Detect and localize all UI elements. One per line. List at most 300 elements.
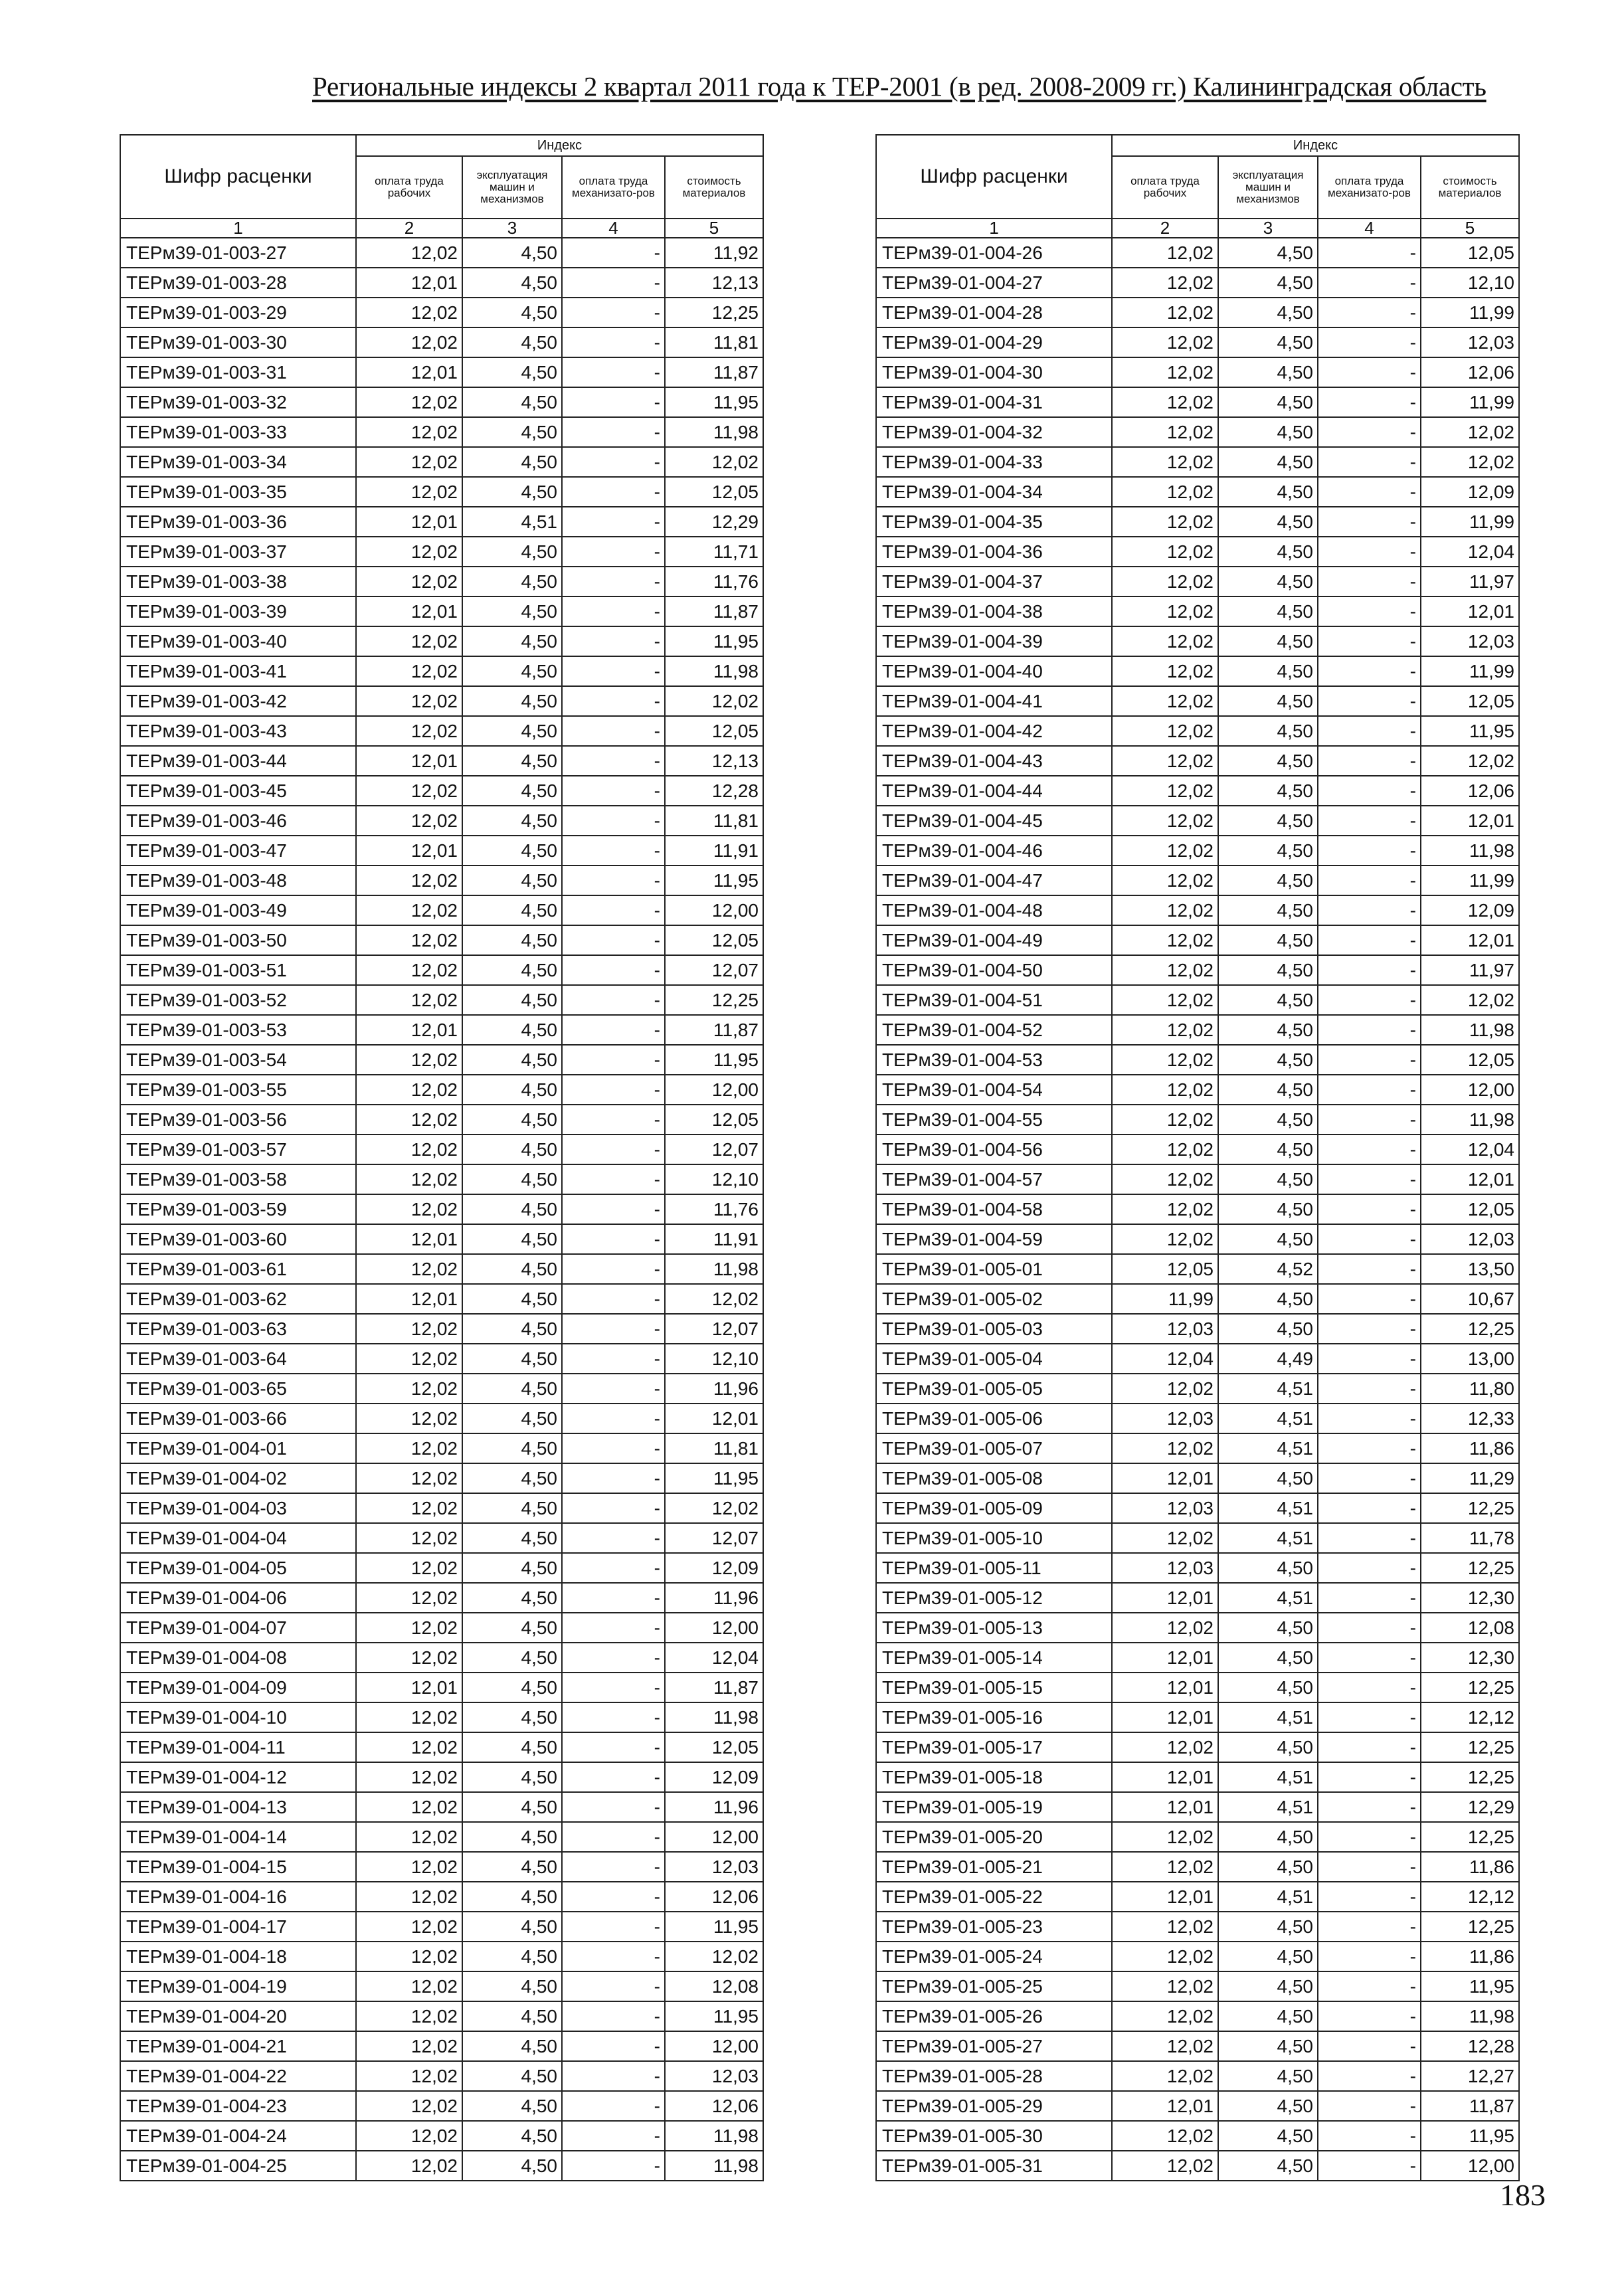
labor-index-cell: 12,02 bbox=[356, 1822, 462, 1852]
header-materials-cost: стоимость материалов bbox=[1421, 156, 1519, 219]
labor-index-cell: 12,02 bbox=[356, 417, 462, 447]
materials-index-cell: 12,06 bbox=[1421, 776, 1519, 806]
rate-code-cell: ТЕРм39-01-005-08 bbox=[876, 1463, 1112, 1493]
materials-index-cell: 12,05 bbox=[1421, 1045, 1519, 1075]
table-row bbox=[120, 357, 763, 387]
machine-index-cell: 4,50 bbox=[1218, 1224, 1318, 1254]
machine-index-cell: 4,50 bbox=[462, 1942, 562, 1971]
table-row bbox=[876, 447, 1519, 477]
rate-code-cell: ТЕРм39-01-004-19 bbox=[120, 1971, 356, 2001]
materials-index-cell: 11,98 bbox=[665, 2151, 763, 2181]
operator-index-cell: - bbox=[562, 985, 665, 1015]
operator-index-cell: - bbox=[1318, 1971, 1421, 2001]
header-col-number: 3 bbox=[462, 219, 562, 238]
operator-index-cell: - bbox=[562, 836, 665, 865]
machine-index-cell: 4,50 bbox=[1218, 925, 1318, 955]
labor-index-cell: 12,02 bbox=[356, 865, 462, 895]
materials-index-cell: 12,07 bbox=[665, 1135, 763, 1164]
table-row bbox=[876, 596, 1519, 626]
rate-code-cell: ТЕРм39-01-004-17 bbox=[120, 1912, 356, 1942]
materials-index-cell: 12,09 bbox=[1421, 477, 1519, 507]
header-labor-operators: оплата труда механизато-ров bbox=[562, 156, 665, 219]
rate-code-cell: ТЕРм39-01-003-33 bbox=[120, 417, 356, 447]
machine-index-cell: 4,50 bbox=[1218, 716, 1318, 746]
table-row bbox=[120, 1045, 763, 1075]
labor-index-cell: 12,03 bbox=[1112, 1314, 1218, 1344]
machine-index-cell: 4,50 bbox=[1218, 1194, 1318, 1224]
labor-index-cell: 12,02 bbox=[1112, 417, 1218, 447]
rate-code-cell: ТЕРм39-01-005-23 bbox=[876, 1912, 1112, 1942]
rate-code-cell: ТЕРм39-01-004-25 bbox=[120, 2151, 356, 2181]
machine-index-cell: 4,51 bbox=[1218, 1792, 1318, 1822]
materials-index-cell: 11,99 bbox=[1421, 656, 1519, 686]
table-row bbox=[120, 1075, 763, 1105]
rate-code-cell: ТЕРм39-01-004-33 bbox=[876, 447, 1112, 477]
table-row bbox=[876, 1942, 1519, 1971]
machine-index-cell: 4,50 bbox=[462, 567, 562, 596]
operator-index-cell: - bbox=[562, 2031, 665, 2061]
materials-index-cell: 12,10 bbox=[665, 1344, 763, 1374]
operator-index-cell: - bbox=[562, 1732, 665, 1762]
materials-index-cell: 12,10 bbox=[1421, 268, 1519, 298]
rate-code-cell: ТЕРм39-01-004-57 bbox=[876, 1164, 1112, 1194]
operator-index-cell: - bbox=[562, 2121, 665, 2151]
labor-index-cell: 12,02 bbox=[1112, 477, 1218, 507]
labor-index-cell: 12,02 bbox=[1112, 357, 1218, 387]
table-body bbox=[120, 238, 763, 2181]
materials-index-cell: 12,25 bbox=[665, 985, 763, 1015]
table-row bbox=[120, 895, 763, 925]
machine-index-cell: 4,50 bbox=[462, 626, 562, 656]
table-row bbox=[120, 776, 763, 806]
operator-index-cell: - bbox=[562, 686, 665, 716]
operator-index-cell: - bbox=[562, 477, 665, 507]
labor-index-cell: 12,02 bbox=[1112, 298, 1218, 327]
rate-code-cell: ТЕРм39-01-003-35 bbox=[120, 477, 356, 507]
rate-code-cell: ТЕРм39-01-004-21 bbox=[120, 2031, 356, 2061]
table-row bbox=[120, 2031, 763, 2061]
table-row bbox=[120, 1404, 763, 1433]
operator-index-cell: - bbox=[1318, 1822, 1421, 1852]
materials-index-cell: 12,02 bbox=[1421, 746, 1519, 776]
operator-index-cell: - bbox=[1318, 626, 1421, 656]
labor-index-cell: 12,02 bbox=[1112, 596, 1218, 626]
labor-index-cell: 12,01 bbox=[356, 507, 462, 537]
table-row bbox=[120, 537, 763, 567]
machine-index-cell: 4,50 bbox=[462, 746, 562, 776]
operator-index-cell: - bbox=[562, 895, 665, 925]
labor-index-cell: 12,02 bbox=[356, 1792, 462, 1822]
operator-index-cell: - bbox=[562, 1135, 665, 1164]
machine-index-cell: 4,50 bbox=[462, 1224, 562, 1254]
materials-index-cell: 11,97 bbox=[1421, 567, 1519, 596]
labor-index-cell: 12,02 bbox=[356, 1553, 462, 1583]
labor-index-cell: 12,02 bbox=[356, 1912, 462, 1942]
rate-code-cell: ТЕРм39-01-004-40 bbox=[876, 656, 1112, 686]
machine-index-cell: 4,50 bbox=[1218, 1284, 1318, 1314]
machine-index-cell: 4,50 bbox=[462, 1194, 562, 1224]
labor-index-cell: 12,01 bbox=[356, 1015, 462, 1045]
operator-index-cell: - bbox=[562, 865, 665, 895]
machine-index-cell: 4,50 bbox=[1218, 1105, 1318, 1135]
rate-code-cell: ТЕРм39-01-004-59 bbox=[876, 1224, 1112, 1254]
labor-index-cell: 12,02 bbox=[356, 955, 462, 985]
materials-index-cell: 11,80 bbox=[1421, 1374, 1519, 1404]
rate-code-cell: ТЕРм39-01-003-38 bbox=[120, 567, 356, 596]
rate-code-cell: ТЕРм39-01-004-52 bbox=[876, 1015, 1112, 1045]
operator-index-cell: - bbox=[562, 1971, 665, 2001]
materials-index-cell: 12,04 bbox=[1421, 537, 1519, 567]
labor-index-cell: 12,02 bbox=[356, 1404, 462, 1433]
table-row bbox=[120, 1254, 763, 1284]
table-row bbox=[120, 1702, 763, 1732]
table-row bbox=[120, 567, 763, 596]
header-index: Индекс bbox=[356, 135, 763, 156]
machine-index-cell: 4,50 bbox=[1218, 1912, 1318, 1942]
rate-code-cell: ТЕРм39-01-004-22 bbox=[120, 2061, 356, 2091]
rate-code-cell: ТЕРм39-01-005-28 bbox=[876, 2061, 1112, 2091]
table-row bbox=[876, 955, 1519, 985]
labor-index-cell: 12,02 bbox=[1112, 626, 1218, 656]
machine-index-cell: 4,50 bbox=[1218, 2091, 1318, 2121]
table-row bbox=[876, 387, 1519, 417]
materials-index-cell: 12,30 bbox=[1421, 1643, 1519, 1673]
machine-index-cell: 4,51 bbox=[1218, 1433, 1318, 1463]
rate-code-cell: ТЕРм39-01-004-56 bbox=[876, 1135, 1112, 1164]
table-row bbox=[876, 507, 1519, 537]
rate-code-cell: ТЕРм39-01-003-45 bbox=[120, 776, 356, 806]
labor-index-cell: 12,02 bbox=[1112, 2061, 1218, 2091]
materials-index-cell: 12,00 bbox=[665, 1822, 763, 1852]
materials-index-cell: 12,25 bbox=[1421, 1553, 1519, 1583]
operator-index-cell: - bbox=[562, 357, 665, 387]
labor-index-cell: 12,02 bbox=[1112, 1613, 1218, 1643]
table-row bbox=[120, 1164, 763, 1194]
machine-index-cell: 4,51 bbox=[1218, 1702, 1318, 1732]
rate-code-cell: ТЕРм39-01-003-55 bbox=[120, 1075, 356, 1105]
machine-index-cell: 4,50 bbox=[1218, 1673, 1318, 1702]
materials-index-cell: 12,00 bbox=[665, 895, 763, 925]
materials-index-cell: 12,08 bbox=[665, 1971, 763, 2001]
rate-code-cell: ТЕРм39-01-004-30 bbox=[876, 357, 1112, 387]
operator-index-cell: - bbox=[1318, 1045, 1421, 1075]
labor-index-cell: 12,02 bbox=[356, 626, 462, 656]
machine-index-cell: 4,50 bbox=[462, 686, 562, 716]
operator-index-cell: - bbox=[562, 1493, 665, 1523]
table-row bbox=[120, 1971, 763, 2001]
index-table-right bbox=[875, 134, 1520, 2181]
machine-index-cell: 4,50 bbox=[1218, 626, 1318, 656]
operator-index-cell: - bbox=[562, 2001, 665, 2031]
operator-index-cell: - bbox=[1318, 537, 1421, 567]
rate-code-cell: ТЕРм39-01-004-38 bbox=[876, 596, 1112, 626]
labor-index-cell: 12,02 bbox=[356, 1583, 462, 1613]
machine-index-cell: 4,50 bbox=[462, 925, 562, 955]
materials-index-cell: 11,91 bbox=[665, 836, 763, 865]
materials-index-cell: 12,00 bbox=[665, 1613, 763, 1643]
rate-code-cell: ТЕРм39-01-005-31 bbox=[876, 2151, 1112, 2181]
table-row bbox=[876, 2001, 1519, 2031]
operator-index-cell: - bbox=[562, 1912, 665, 1942]
operator-index-cell: - bbox=[562, 1702, 665, 1732]
machine-index-cell: 4,50 bbox=[462, 2151, 562, 2181]
rate-code-cell: ТЕРм39-01-004-29 bbox=[876, 327, 1112, 357]
table-row bbox=[120, 1613, 763, 1643]
labor-index-cell: 12,02 bbox=[356, 2031, 462, 2061]
table-row bbox=[876, 1284, 1519, 1314]
materials-index-cell: 12,29 bbox=[665, 507, 763, 537]
operator-index-cell: - bbox=[562, 238, 665, 268]
rate-code-cell: ТЕРм39-01-005-25 bbox=[876, 1971, 1112, 2001]
table-row bbox=[876, 567, 1519, 596]
table-row bbox=[120, 1135, 763, 1164]
machine-index-cell: 4,50 bbox=[1218, 836, 1318, 865]
rate-code-cell: ТЕРм39-01-004-50 bbox=[876, 955, 1112, 985]
materials-index-cell: 12,01 bbox=[1421, 596, 1519, 626]
rate-code-cell: ТЕРм39-01-003-49 bbox=[120, 895, 356, 925]
table-row bbox=[120, 1105, 763, 1135]
operator-index-cell: - bbox=[1318, 1433, 1421, 1463]
table-row bbox=[876, 1314, 1519, 1344]
labor-index-cell: 12,02 bbox=[356, 298, 462, 327]
rate-code-cell: ТЕРм39-01-003-48 bbox=[120, 865, 356, 895]
operator-index-cell: - bbox=[562, 387, 665, 417]
machine-index-cell: 4,50 bbox=[462, 1045, 562, 1075]
labor-index-cell: 12,01 bbox=[356, 268, 462, 298]
table-row bbox=[876, 2121, 1519, 2151]
materials-index-cell: 11,95 bbox=[665, 1045, 763, 1075]
operator-index-cell: - bbox=[562, 268, 665, 298]
labor-index-cell: 12,02 bbox=[1112, 1822, 1218, 1852]
machine-index-cell: 4,50 bbox=[462, 1971, 562, 2001]
labor-index-cell: 12,02 bbox=[1112, 1433, 1218, 1463]
rate-code-cell: ТЕРм39-01-003-28 bbox=[120, 268, 356, 298]
rate-code-cell: ТЕРм39-01-003-50 bbox=[120, 925, 356, 955]
table-row bbox=[120, 327, 763, 357]
rate-code-cell: ТЕРм39-01-004-04 bbox=[120, 1523, 356, 1553]
table-row bbox=[120, 387, 763, 417]
materials-index-cell: 12,08 bbox=[1421, 1613, 1519, 1643]
table-row bbox=[876, 1553, 1519, 1583]
rate-code-cell: ТЕРм39-01-005-11 bbox=[876, 1553, 1112, 1583]
machine-index-cell: 4,50 bbox=[1218, 567, 1318, 596]
table-row bbox=[120, 298, 763, 327]
labor-index-cell: 12,01 bbox=[356, 1224, 462, 1254]
machine-index-cell: 4,51 bbox=[1218, 1882, 1318, 1912]
materials-index-cell: 12,07 bbox=[665, 1314, 763, 1344]
table-row bbox=[876, 357, 1519, 387]
operator-index-cell: - bbox=[1318, 895, 1421, 925]
rate-code-cell: ТЕРм39-01-004-45 bbox=[876, 806, 1112, 836]
materials-index-cell: 13,50 bbox=[1421, 1254, 1519, 1284]
rate-code-cell: ТЕРм39-01-003-40 bbox=[120, 626, 356, 656]
table-row bbox=[876, 537, 1519, 567]
labor-index-cell: 12,02 bbox=[356, 1105, 462, 1135]
rate-code-cell: ТЕРм39-01-004-12 bbox=[120, 1762, 356, 1792]
machine-index-cell: 4,50 bbox=[462, 1852, 562, 1882]
machine-index-cell: 4,50 bbox=[1218, 1314, 1318, 1344]
operator-index-cell: - bbox=[562, 298, 665, 327]
operator-index-cell: - bbox=[562, 1523, 665, 1553]
rate-code-cell: ТЕРм39-01-004-02 bbox=[120, 1463, 356, 1493]
table-row bbox=[120, 656, 763, 686]
table-row bbox=[120, 596, 763, 626]
rate-code-cell: ТЕРм39-01-004-09 bbox=[120, 1673, 356, 1702]
machine-index-cell: 4,50 bbox=[462, 1314, 562, 1344]
machine-index-cell: 4,50 bbox=[462, 656, 562, 686]
labor-index-cell: 12,02 bbox=[356, 1643, 462, 1673]
machine-index-cell: 4,50 bbox=[462, 776, 562, 806]
operator-index-cell: - bbox=[562, 567, 665, 596]
operator-index-cell: - bbox=[1318, 1762, 1421, 1792]
header-labor-workers: оплата труда рабочих bbox=[356, 156, 462, 219]
operator-index-cell: - bbox=[562, 596, 665, 626]
labor-index-cell: 12,02 bbox=[356, 567, 462, 596]
labor-index-cell: 12,02 bbox=[1112, 567, 1218, 596]
machine-index-cell: 4,51 bbox=[1218, 1404, 1318, 1433]
table-row bbox=[876, 985, 1519, 1015]
materials-index-cell: 12,05 bbox=[665, 925, 763, 955]
machine-index-cell: 4,50 bbox=[1218, 1822, 1318, 1852]
labor-index-cell: 12,02 bbox=[1112, 1852, 1218, 1882]
machine-index-cell: 4,50 bbox=[462, 1762, 562, 1792]
materials-index-cell: 13,00 bbox=[1421, 1344, 1519, 1374]
operator-index-cell: - bbox=[562, 507, 665, 537]
machine-index-cell: 4,50 bbox=[462, 1075, 562, 1105]
rate-code-cell: ТЕРм39-01-004-07 bbox=[120, 1613, 356, 1643]
table-row bbox=[876, 1463, 1519, 1493]
rate-code-cell: ТЕРм39-01-004-10 bbox=[120, 1702, 356, 1732]
labor-index-cell: 12,02 bbox=[1112, 1971, 1218, 2001]
materials-index-cell: 12,07 bbox=[665, 1523, 763, 1553]
table-row bbox=[120, 238, 763, 268]
rate-code-cell: ТЕРм39-01-005-16 bbox=[876, 1702, 1112, 1732]
machine-index-cell: 4,50 bbox=[1218, 746, 1318, 776]
header-materials-cost: стоимость материалов bbox=[665, 156, 763, 219]
labor-index-cell: 12,03 bbox=[1112, 1404, 1218, 1433]
labor-index-cell: 12,02 bbox=[356, 327, 462, 357]
rate-code-cell: ТЕРм39-01-004-14 bbox=[120, 1822, 356, 1852]
operator-index-cell: - bbox=[1318, 1583, 1421, 1613]
operator-index-cell: - bbox=[1318, 1882, 1421, 1912]
table-row bbox=[876, 1075, 1519, 1105]
operator-index-cell: - bbox=[1318, 357, 1421, 387]
table-row bbox=[120, 2121, 763, 2151]
header-col-number: 5 bbox=[665, 219, 763, 238]
rate-code-cell: ТЕРм39-01-005-07 bbox=[876, 1433, 1112, 1463]
materials-index-cell: 12,01 bbox=[1421, 925, 1519, 955]
table-row bbox=[876, 1523, 1519, 1553]
operator-index-cell: - bbox=[562, 1105, 665, 1135]
table-row bbox=[120, 2091, 763, 2121]
labor-index-cell: 12,02 bbox=[1112, 447, 1218, 477]
operator-index-cell: - bbox=[1318, 417, 1421, 447]
table-row bbox=[120, 1852, 763, 1882]
header-code: Шифр расценки bbox=[120, 135, 356, 219]
materials-index-cell: 11,99 bbox=[1421, 387, 1519, 417]
rate-code-cell: ТЕРм39-01-003-62 bbox=[120, 1284, 356, 1314]
labor-index-cell: 12,03 bbox=[1112, 1553, 1218, 1583]
labor-index-cell: 12,01 bbox=[1112, 1673, 1218, 1702]
machine-index-cell: 4,51 bbox=[1218, 1583, 1318, 1613]
header-col-number: 2 bbox=[1112, 219, 1218, 238]
machine-index-cell: 4,52 bbox=[1218, 1254, 1318, 1284]
table-row bbox=[120, 507, 763, 537]
materials-index-cell: 12,12 bbox=[1421, 1702, 1519, 1732]
labor-index-cell: 12,01 bbox=[356, 1673, 462, 1702]
operator-index-cell: - bbox=[562, 1673, 665, 1702]
labor-index-cell: 12,01 bbox=[1112, 1792, 1218, 1822]
table-row bbox=[120, 1673, 763, 1702]
labor-index-cell: 12,02 bbox=[1112, 268, 1218, 298]
labor-index-cell: 12,02 bbox=[356, 1433, 462, 1463]
operator-index-cell: - bbox=[1318, 1404, 1421, 1433]
labor-index-cell: 12,02 bbox=[1112, 955, 1218, 985]
materials-index-cell: 12,03 bbox=[665, 1852, 763, 1882]
machine-index-cell: 4,50 bbox=[462, 2001, 562, 2031]
rate-code-cell: ТЕРм39-01-004-53 bbox=[876, 1045, 1112, 1075]
materials-index-cell: 11,76 bbox=[665, 567, 763, 596]
labor-index-cell: 12,02 bbox=[356, 447, 462, 477]
table-row bbox=[120, 985, 763, 1015]
machine-index-cell: 4,50 bbox=[462, 357, 562, 387]
materials-index-cell: 12,05 bbox=[1421, 1194, 1519, 1224]
operator-index-cell: - bbox=[562, 776, 665, 806]
machine-index-cell: 4,51 bbox=[1218, 1762, 1318, 1792]
table-row bbox=[876, 2061, 1519, 2091]
table-row bbox=[120, 2001, 763, 2031]
rate-code-cell: ТЕРм39-01-004-42 bbox=[876, 716, 1112, 746]
rate-code-cell: ТЕРм39-01-003-43 bbox=[120, 716, 356, 746]
table-row bbox=[876, 1882, 1519, 1912]
operator-index-cell: - bbox=[562, 626, 665, 656]
table-row bbox=[876, 1673, 1519, 1702]
machine-index-cell: 4,50 bbox=[462, 1433, 562, 1463]
table-row bbox=[876, 1105, 1519, 1135]
machine-index-cell: 4,50 bbox=[462, 1404, 562, 1433]
table-row bbox=[876, 238, 1519, 268]
labor-index-cell: 12,02 bbox=[1112, 1105, 1218, 1135]
machine-index-cell: 4,50 bbox=[1218, 2031, 1318, 2061]
operator-index-cell: - bbox=[1318, 298, 1421, 327]
machine-index-cell: 4,50 bbox=[1218, 387, 1318, 417]
operator-index-cell: - bbox=[1318, 2121, 1421, 2151]
labor-index-cell: 12,02 bbox=[356, 686, 462, 716]
rate-code-cell: ТЕРм39-01-005-14 bbox=[876, 1643, 1112, 1673]
table-row bbox=[120, 1374, 763, 1404]
operator-index-cell: - bbox=[1318, 1135, 1421, 1164]
materials-index-cell: 12,13 bbox=[665, 268, 763, 298]
operator-index-cell: - bbox=[562, 2091, 665, 2121]
labor-index-cell: 12,02 bbox=[356, 1971, 462, 2001]
operator-index-cell: - bbox=[1318, 686, 1421, 716]
operator-index-cell: - bbox=[562, 1822, 665, 1852]
table-row bbox=[120, 806, 763, 836]
materials-index-cell: 11,98 bbox=[1421, 1015, 1519, 1045]
table-row bbox=[120, 417, 763, 447]
operator-index-cell: - bbox=[1318, 1732, 1421, 1762]
operator-index-cell: - bbox=[1318, 1254, 1421, 1284]
table-row bbox=[876, 2091, 1519, 2121]
rate-code-cell: ТЕРм39-01-004-54 bbox=[876, 1075, 1112, 1105]
machine-index-cell: 4,50 bbox=[462, 1732, 562, 1762]
rate-code-cell: ТЕРм39-01-005-04 bbox=[876, 1344, 1112, 1374]
machine-index-cell: 4,50 bbox=[1218, 2151, 1318, 2181]
header-col-number: 1 bbox=[876, 219, 1112, 238]
rate-code-cell: ТЕРм39-01-005-12 bbox=[876, 1583, 1112, 1613]
machine-index-cell: 4,50 bbox=[1218, 1015, 1318, 1045]
labor-index-cell: 12,02 bbox=[356, 387, 462, 417]
